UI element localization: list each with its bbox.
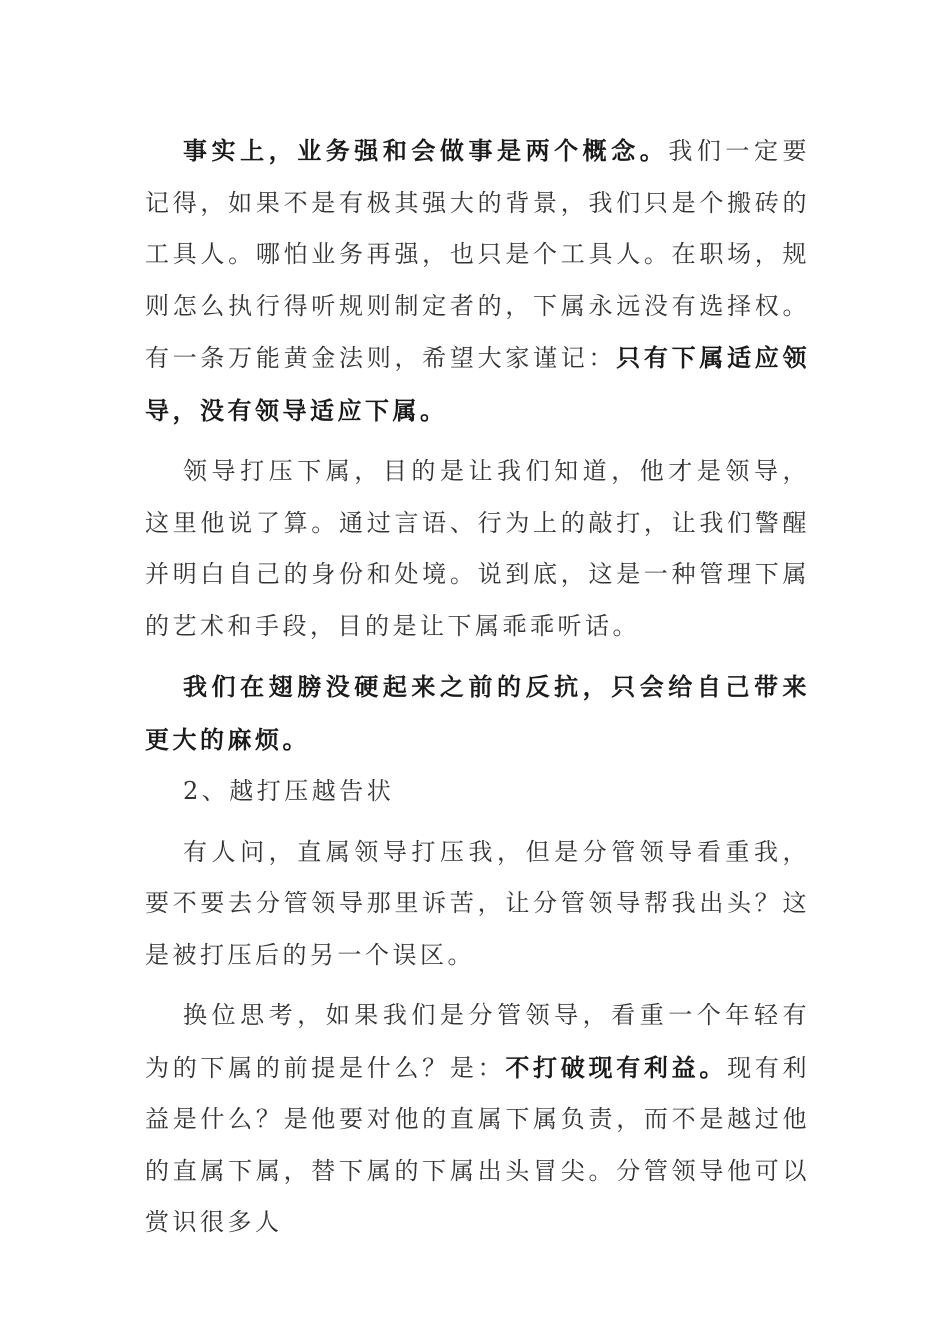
body-text: 现有利益是什么？是他要对他的直属下属负责，而不是越过他的直属下属，替下属的下属出头冒尖。分管领导他可以赏识很多人: [145, 1053, 811, 1236]
body-text: 有人问，直属领导打压我，但是分管领导看重我，要不要去分管领导那里诉苦，让分管领导帮我出头？这是被打压后的另一个误区。: [145, 837, 810, 969]
document-page: [145, 125, 810, 1249]
paragraph-business-vs-doing: [145, 125, 810, 437]
heading-text: 2、越打压越告状: [183, 777, 395, 805]
section-heading: [145, 766, 810, 818]
bold-text: 只有下属适应领导，没有领导适应下属。: [145, 343, 811, 425]
bold-text: 不打破现有利益。: [505, 1052, 728, 1082]
body-text: 换位思考，如果我们是分管领导，看重一个年轻有为的下属的前提是什么？是：: [145, 1001, 810, 1082]
paragraph-question: [145, 827, 810, 982]
bold-text: 我们在翅膀没硬起来之前的反抗，只会给自己带来更大的麻烦。: [145, 672, 810, 754]
paragraph-leader-suppression: [145, 446, 810, 652]
body-text: 领导打压下属，目的是让我们知道，他才是领导，这里他说了算。通过言语、行为上的敲打，让我们警醒并明白自己的身份和处境。说到底，这是一种管理下属的艺术和手段，目的是让下属乖乖听话。: [145, 457, 810, 640]
bold-text: 事实上，业务强和会做事是两个概念。: [183, 136, 669, 165]
body-text: 我们一定要记得，如果不是有极其强大的背景，我们只是个搬砖的工具人。哪怕业务再强，也只是个工具人。在职场，规则怎么执行得听规则制定者的，下属永远没有选择权。有一条万能黄金法则，希望大家谨记：: [145, 137, 811, 372]
paragraph-resistance-warning: [145, 661, 810, 766]
paragraph-perspective: [145, 990, 810, 1249]
